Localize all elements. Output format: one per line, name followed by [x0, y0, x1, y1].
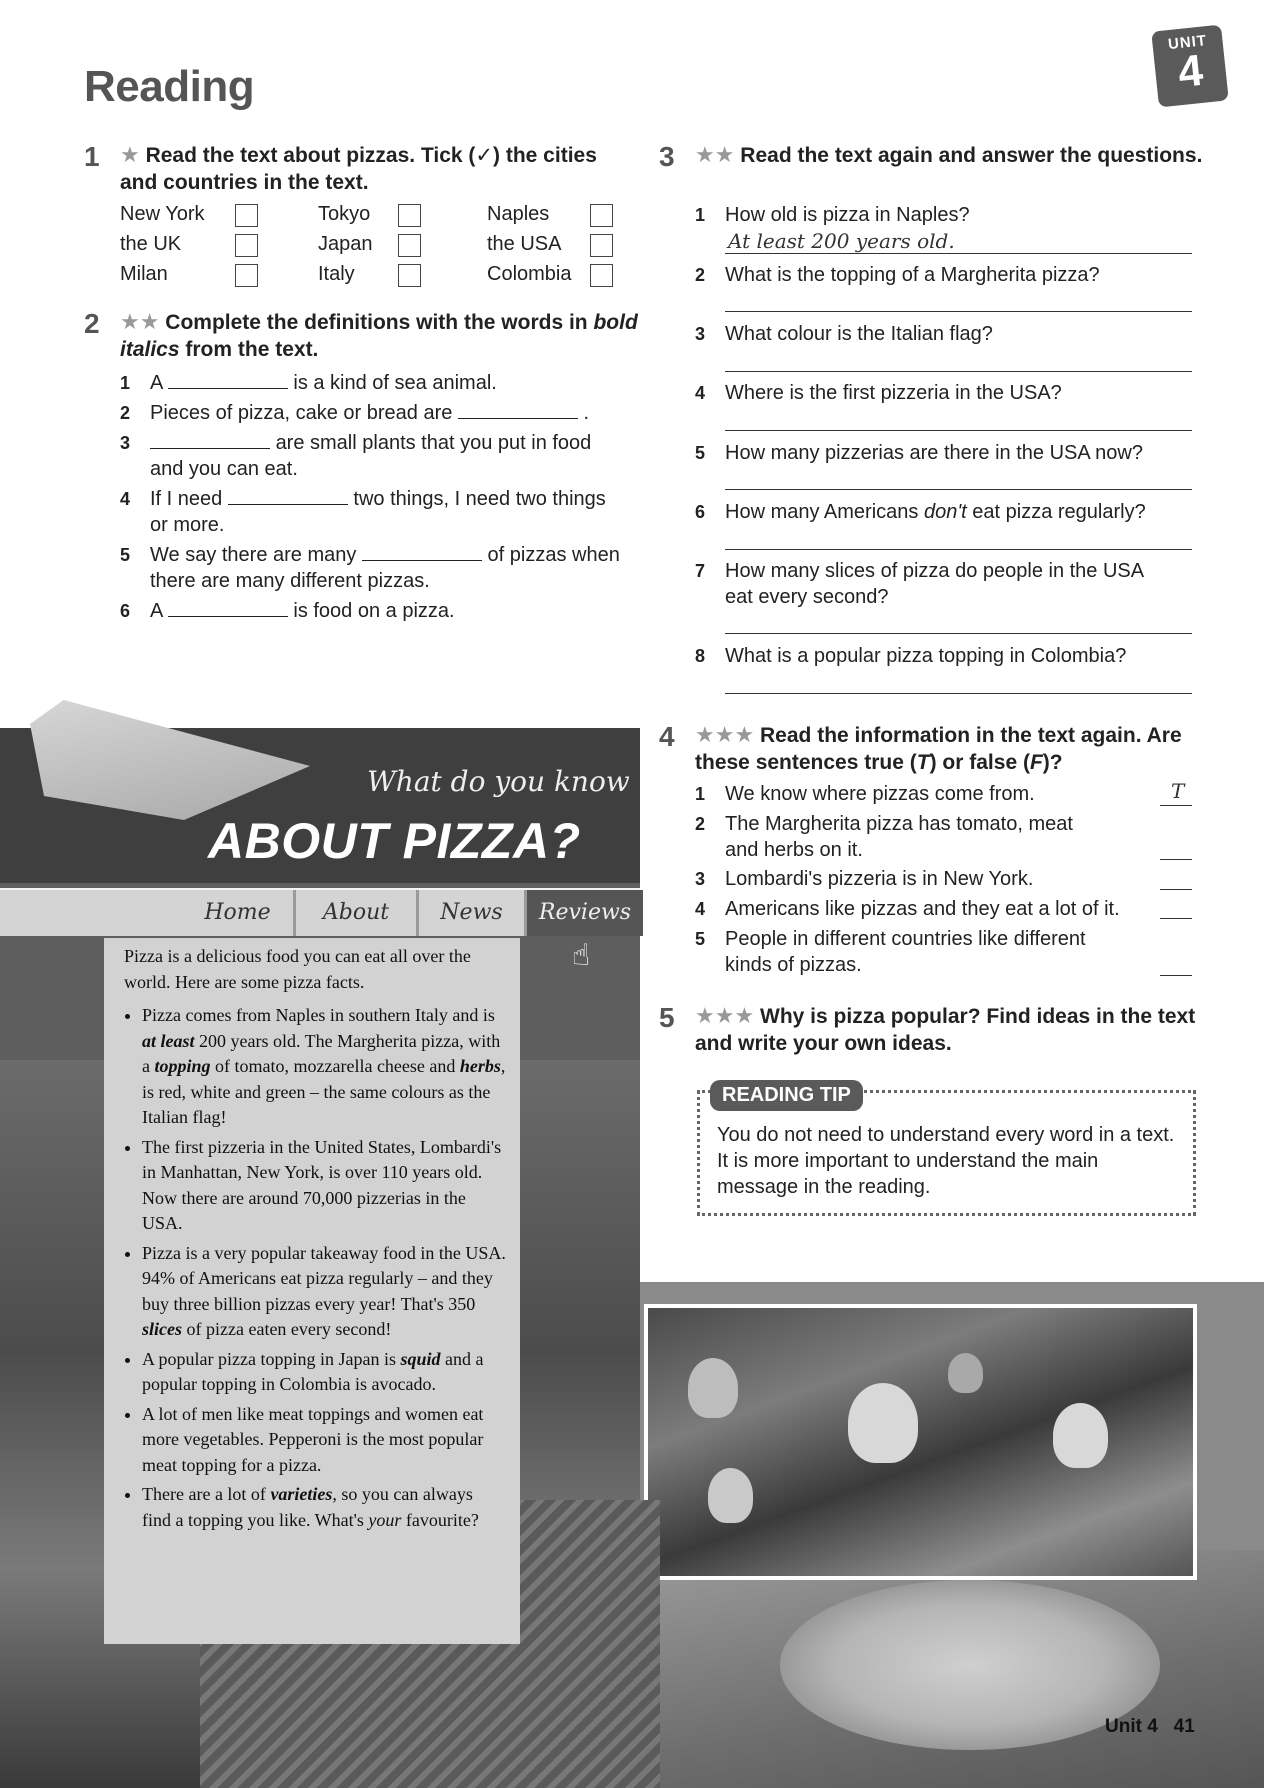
answer-line[interactable]	[725, 311, 1192, 312]
item-text: Pieces of pizza, cake or bread are	[150, 402, 453, 424]
instruction-text: Read the information in the text again. Are these sentences true (	[695, 724, 1182, 774]
exercise-number: 1	[84, 141, 100, 172]
fact-item: • There are a lot of varieties, so you can always find a topping you like. What's your favourite?	[142, 1482, 506, 1533]
tick-box[interactable]	[398, 234, 421, 257]
question-text: How many Americans	[725, 501, 924, 523]
question-number: 3	[695, 324, 706, 344]
item-number: 2	[120, 403, 131, 423]
question-text: eat every second?	[725, 586, 889, 608]
question-item	[695, 202, 970, 228]
answer-line[interactable]	[1160, 889, 1192, 890]
question-text: How old is pizza in Naples?	[725, 204, 970, 226]
question-number: 4	[695, 383, 706, 403]
pointer-hand-icon: ☝	[572, 939, 591, 972]
unit-badge-label: UNIT	[1167, 32, 1208, 54]
item-number: 4	[120, 489, 131, 509]
exercise-4	[659, 721, 1219, 776]
city-label: Tokyo	[318, 203, 371, 225]
question-item	[695, 643, 1126, 669]
answer-line[interactable]	[725, 549, 1192, 550]
ex1-item	[318, 231, 373, 257]
tf-item	[695, 926, 1115, 978]
answer-line[interactable]	[725, 693, 1192, 694]
instruction-text: )?	[1042, 751, 1063, 774]
exercise-number: 3	[659, 141, 675, 172]
fact-item: • Pizza comes from Naples in southern Italy and is at least 200 years old. The Margherita pizza, with a topping of tomato, mozzarella cheese and herbs, is red, white and green – the same colours as the Italian flag!	[142, 1003, 506, 1131]
tick-box[interactable]	[590, 264, 613, 287]
unit-badge-number: 4	[1175, 45, 1206, 98]
headline-big: ABOUT PIZZA?	[208, 813, 581, 869]
headline-small: What do you know	[367, 765, 630, 798]
instruction-emphasis: T	[916, 751, 930, 774]
question-item	[695, 321, 993, 347]
question-number: 7	[695, 561, 706, 581]
difficulty-stars: ★★	[695, 142, 735, 167]
exercise-instruction: Read the text about pizzas. Tick (✓) the cities and countries in the text.	[120, 144, 597, 194]
tick-box[interactable]	[235, 234, 258, 257]
item-text: A	[150, 600, 163, 622]
question-number: 6	[695, 502, 706, 522]
exercise-5	[659, 1002, 1219, 1057]
question-text: eat pizza regularly?	[966, 501, 1146, 523]
tf-item	[695, 866, 1033, 892]
item-number: 1	[120, 373, 131, 393]
question-item	[695, 499, 1146, 525]
exercise-2	[84, 308, 644, 363]
answer-line[interactable]	[1160, 918, 1192, 919]
item-text: The Margherita pizza has tomato, meat	[725, 813, 1073, 835]
page-title: Reading	[84, 62, 255, 111]
answer-line[interactable]	[725, 489, 1192, 490]
fact-item: • A lot of men like meat toppings and women eat more vegetables. Pepperoni is the most popular meat topping for a pizza.	[142, 1402, 506, 1479]
ex1-item	[487, 261, 571, 287]
fact-item: • Pizza is a very popular takeaway food in the USA. 94% of Americans eat pizza regularly – and they buy three billion pizzas every year! That's 350 slices of pizza eaten every second!	[142, 1241, 506, 1343]
diner-figure	[848, 1383, 918, 1463]
tick-box[interactable]	[398, 204, 421, 227]
ex1-item	[487, 201, 549, 227]
item-number: 3	[695, 869, 706, 889]
tf-item	[695, 896, 1120, 922]
item-text: People in different countries like different	[725, 928, 1086, 950]
question-item	[695, 558, 1195, 610]
city-label: New York	[120, 203, 205, 225]
page-footer	[1105, 1716, 1195, 1738]
answer-line[interactable]	[725, 430, 1192, 431]
question-text: What colour is the Italian flag?	[725, 323, 993, 345]
answer-line[interactable]	[725, 633, 1192, 634]
item-number: 4	[695, 899, 706, 919]
ex1-item	[318, 201, 370, 227]
definition-item	[120, 542, 640, 594]
question-text: How many pizzerias are there in the USA now?	[725, 442, 1143, 464]
fact-list	[124, 1003, 506, 1533]
handwritten-answer: At least 200 years old.	[728, 229, 955, 253]
exercise-1	[84, 141, 636, 196]
question-number: 5	[695, 443, 706, 463]
item-text: of pizzas when	[487, 544, 620, 566]
definition-item	[120, 370, 640, 396]
diner-figure	[708, 1468, 753, 1523]
definition-item	[120, 400, 640, 426]
tick-box[interactable]	[590, 234, 613, 257]
question-number: 1	[695, 205, 706, 225]
item-text: two things, I need two things	[353, 488, 606, 510]
item-text: .	[583, 402, 590, 424]
article-nav	[0, 888, 640, 936]
answer-line[interactable]	[725, 371, 1192, 372]
city-label: Colombia	[487, 263, 572, 285]
diner-figure	[1053, 1403, 1108, 1468]
city-label: the UK	[120, 233, 182, 255]
question-item	[695, 440, 1143, 466]
answer-blank[interactable]	[228, 486, 348, 505]
question-number: 2	[695, 265, 706, 285]
question-text: Where is the first pizzeria in the USA?	[725, 382, 1062, 404]
exercise-instruction: Why is pizza popular? Find ideas in the text and write your own ideas.	[695, 1005, 1196, 1055]
question-text: What is the topping of a Margherita pizza?	[725, 264, 1100, 286]
item-text: and you can eat.	[150, 458, 298, 480]
footer-unit: Unit 4	[1105, 1716, 1158, 1737]
item-text: We know where pizzas come from.	[725, 783, 1035, 805]
tick-box[interactable]	[235, 204, 258, 227]
difficulty-stars: ★	[120, 142, 140, 167]
answer-line[interactable]	[725, 253, 1192, 254]
question-number: 8	[695, 646, 706, 666]
instruction-text: ) or false (	[929, 751, 1030, 774]
city-label: Italy	[318, 263, 355, 285]
definition-item	[120, 430, 640, 482]
answer-line[interactable]	[1160, 805, 1192, 806]
item-text: A	[150, 372, 163, 394]
answer-blank[interactable]	[150, 430, 270, 449]
answer-blank[interactable]	[168, 370, 288, 389]
nav-home[interactable]: Home	[204, 900, 271, 925]
item-text: We say there are many	[150, 544, 357, 566]
instruction-emphasis: F	[1029, 751, 1043, 774]
nav-reviews[interactable]: Reviews	[524, 890, 643, 936]
question-item	[695, 380, 1062, 406]
answer-blank[interactable]	[168, 598, 288, 617]
exercise-number: 4	[659, 721, 675, 752]
restaurant-photo	[644, 1304, 1197, 1580]
page-number: 41	[1173, 1716, 1195, 1737]
item-text: and herbs on it.	[725, 839, 863, 861]
item-number: 5	[120, 545, 131, 565]
tf-item	[695, 781, 1035, 807]
city-label: Naples	[487, 203, 550, 225]
fact-item: • A popular pizza topping in Japan is squid and a popular topping in Colombia is avocado.	[142, 1347, 506, 1398]
item-number: 2	[695, 814, 706, 834]
item-text: or more.	[150, 514, 225, 536]
item-text: Lombardi's pizzeria is in New York.	[725, 868, 1034, 890]
ex1-item	[120, 201, 205, 227]
difficulty-stars: ★★★	[695, 722, 755, 747]
answer-blank[interactable]	[458, 400, 578, 419]
nav-about[interactable]: About	[293, 890, 416, 936]
unit-badge	[1151, 25, 1229, 108]
reading-tip-text: You do not need to understand every word in a text. It is more important to understand the main message in the reading.	[717, 1124, 1175, 1198]
instruction-text: Complete the definitions with the words in	[165, 311, 594, 334]
item-number: 6	[120, 601, 131, 621]
instruction-emphasis: bold italics	[120, 311, 638, 361]
exercise-number: 5	[659, 1002, 675, 1033]
question-emphasis: don't	[923, 501, 967, 523]
question-text: What is a popular pizza topping in Colombia?	[725, 645, 1127, 667]
exercise-3	[659, 141, 1219, 172]
city-label: Japan	[318, 233, 373, 255]
ex1-item	[487, 231, 561, 257]
tick-box[interactable]	[398, 264, 421, 287]
item-text: Americans like pizzas and they eat a lot of it.	[725, 898, 1120, 920]
item-number: 5	[695, 929, 706, 949]
exercise-number: 2	[84, 308, 100, 339]
instruction-text: from the text.	[179, 338, 319, 361]
ex1-item	[318, 261, 355, 287]
handwritten-answer: T	[1171, 779, 1185, 803]
item-text: If I need	[150, 488, 223, 510]
question-item	[695, 262, 1100, 288]
item-text: is a kind of sea animal.	[293, 372, 497, 394]
article-textbox	[104, 938, 520, 1644]
answer-line[interactable]	[1160, 975, 1192, 976]
exercise-instruction: Read the text again and answer the questions.	[740, 144, 1203, 167]
nav-news[interactable]: News	[416, 890, 524, 936]
difficulty-stars: ★★★	[695, 1003, 755, 1028]
item-text: there are many different pizzas.	[150, 570, 430, 592]
diner-figure	[948, 1353, 983, 1393]
ex1-item	[120, 231, 181, 257]
question-text: How many slices of pizza do people in the USA	[725, 560, 1145, 582]
difficulty-stars: ★★	[120, 309, 160, 334]
diner-figure	[688, 1358, 738, 1418]
item-number: 3	[120, 433, 131, 453]
answer-blank[interactable]	[362, 542, 482, 561]
item-text: are small plants that you put in food	[275, 432, 592, 454]
item-text: kinds of pizzas.	[725, 954, 862, 976]
fact-item: • The first pizzeria in the United States, Lombardi's in Manhattan, New York, is over 110 years old. Now there are around 70,000 pizzerias in the USA.	[142, 1135, 506, 1237]
item-text: is food on a pizza.	[293, 600, 455, 622]
definition-item	[120, 486, 640, 538]
article-intro: Pizza is a delicious food you can eat all over the world. Here are some pizza facts.	[124, 946, 471, 992]
item-number: 1	[695, 784, 706, 804]
tf-item	[695, 811, 1115, 863]
tick-box[interactable]	[590, 204, 613, 227]
ex1-item	[120, 261, 168, 287]
definition-item	[120, 598, 640, 624]
tick-box[interactable]	[235, 264, 258, 287]
pizza-image	[780, 1580, 1160, 1750]
city-label: Milan	[120, 263, 168, 285]
city-label: the USA	[487, 233, 562, 255]
answer-line[interactable]	[1160, 859, 1192, 860]
reading-tip-label: READING TIP	[710, 1080, 863, 1111]
